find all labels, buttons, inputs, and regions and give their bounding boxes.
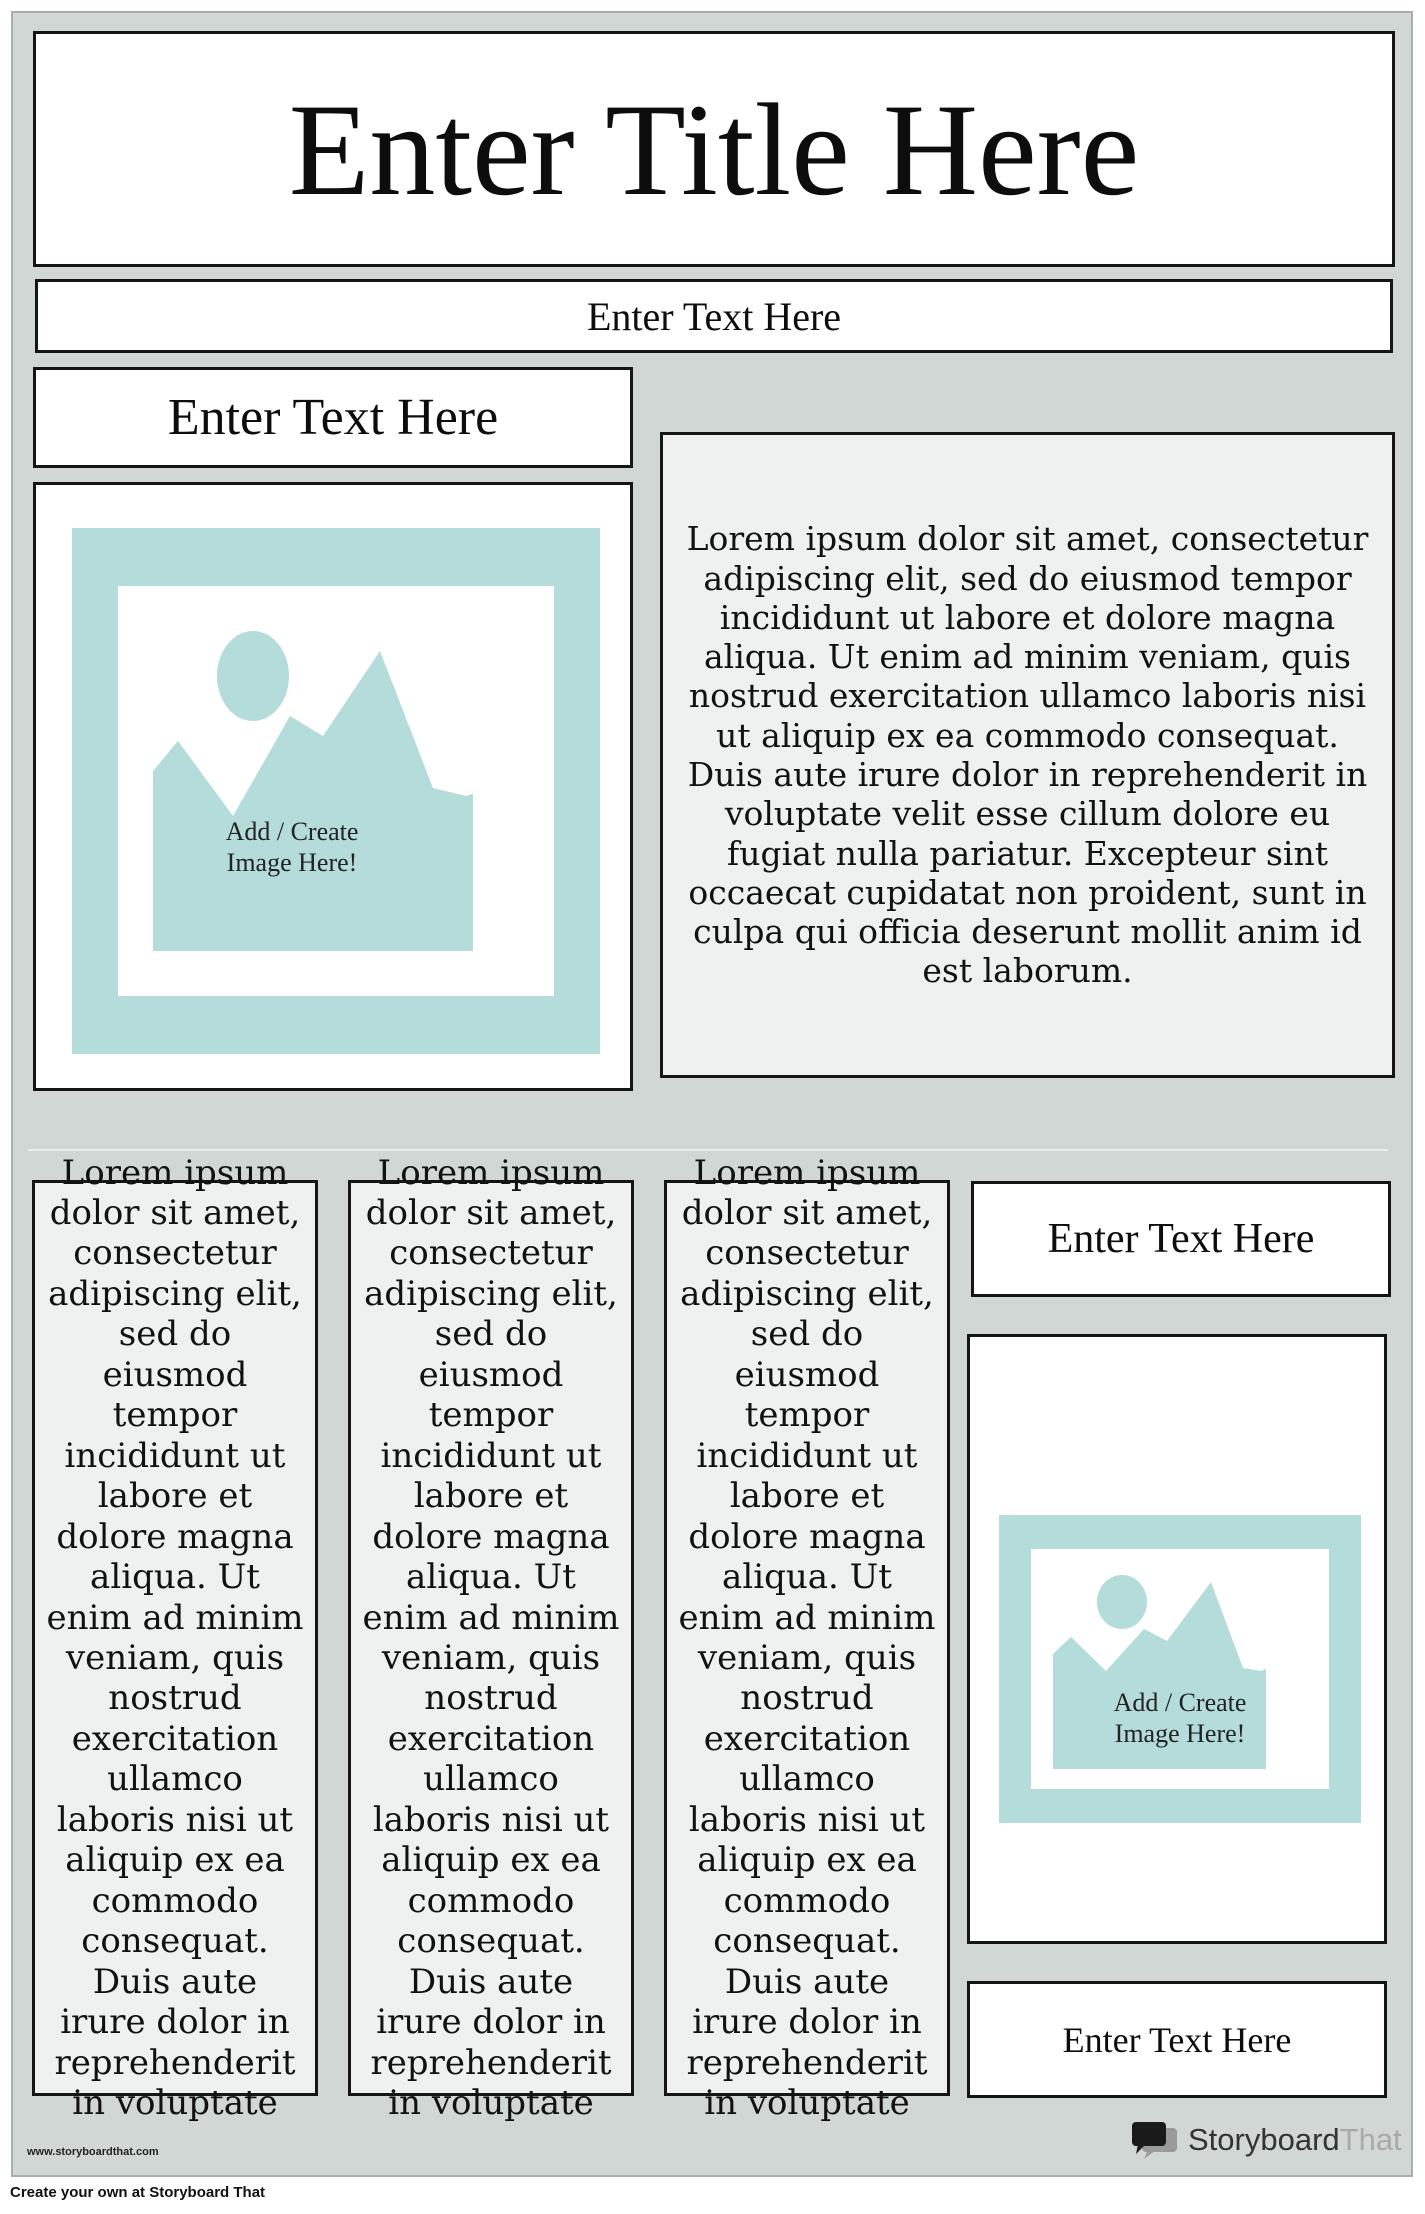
column-3-text: Lorem ipsum dolor sit amet, consectetur adipiscing elit, sed do eiusmod tempor incididunt ut labore et dolore magna aliqua. Ut enim ad minim veniam, quis nostrud exercitation ullamco laboris nisi ut aliquip ex ea commodo consequat. Duis aute irure dolor in reprehenderit in voluptate (678, 1152, 936, 2123)
footer-credit[interactable]: Create your own at Storyboard That (10, 2184, 266, 2201)
title-box[interactable] (33, 31, 1395, 267)
left-heading-box[interactable] (33, 367, 633, 468)
text-column-3[interactable] (664, 1152, 950, 2123)
brand-name: StoryboardThat (1188, 2122, 1402, 2157)
top-paragraph-text: Lorem ipsum dolor sit amet, consectetur adipiscing elit, sed do eiusmod tempor incididunt ut labore et dolore magna aliqua. Ut enim ad minim veniam, quis nostrud exercitation ullamco laboris nisi ut aliquip ex ea commodo consequat. Duis aute irure dolor in reprehenderit in voluptate velit esse cillum dolore eu fugiat nulla pariatur. Excepteur sint occaecat cupidatat non proident, sunt in culpa qui officia deserunt mollit anim id est laborum. (686, 519, 1369, 991)
right-heading-text: Enter Text Here (1047, 1216, 1315, 1262)
text-column-2[interactable] (348, 1152, 634, 2123)
landscape-icon (118, 586, 554, 996)
image-inner (1031, 1549, 1329, 1789)
left-heading-text: Enter Text Here (167, 389, 499, 446)
text-block-top[interactable] (660, 432, 1395, 1078)
column-1-text: Lorem ipsum dolor sit amet, consectetur adipiscing elit, sed do eiusmod tempor incididunt ut labore et dolore magna aliqua. Ut enim ad minim veniam, quis nostrud exercitation ullamco laboris nisi ut aliquip ex ea commodo consequat. Duis aute irure dolor in reprehenderit in voluptate (46, 1152, 304, 2123)
right-footer-box[interactable] (967, 1981, 1387, 2098)
image-placeholder-right[interactable] (967, 1334, 1387, 1944)
image-frame (72, 528, 600, 1054)
subtitle-text: Enter Text Here (586, 293, 842, 339)
text-column-1[interactable] (32, 1152, 318, 2123)
section-divider (28, 1149, 1388, 1151)
storyboardthat-logo[interactable] (1130, 2120, 1402, 2160)
image-caption: Add / Create Image Here! (1113, 1688, 1247, 1749)
right-footer-text: Enter Text Here (1062, 2019, 1292, 2060)
speech-bubble-icon (1130, 2120, 1180, 2160)
image-caption: Add / Create Image Here! (225, 817, 359, 878)
subtitle-box[interactable] (35, 279, 1393, 353)
image-placeholder-top[interactable] (33, 482, 633, 1091)
footer-url[interactable]: www.storyboardthat.com (27, 2146, 159, 2158)
image-inner (118, 586, 554, 996)
right-heading-box[interactable] (971, 1181, 1391, 1297)
image-frame (999, 1515, 1361, 1823)
page-title: Enter Title Here (288, 75, 1140, 223)
landscape-icon (1031, 1549, 1329, 1789)
column-2-text: Lorem ipsum dolor sit amet, consectetur adipiscing elit, sed do eiusmod tempor incididunt ut labore et dolore magna aliqua. Ut enim ad minim veniam, quis nostrud exercitation ullamco laboris nisi ut aliquip ex ea commodo consequat. Duis aute irure dolor in reprehenderit in voluptate (362, 1152, 620, 2123)
